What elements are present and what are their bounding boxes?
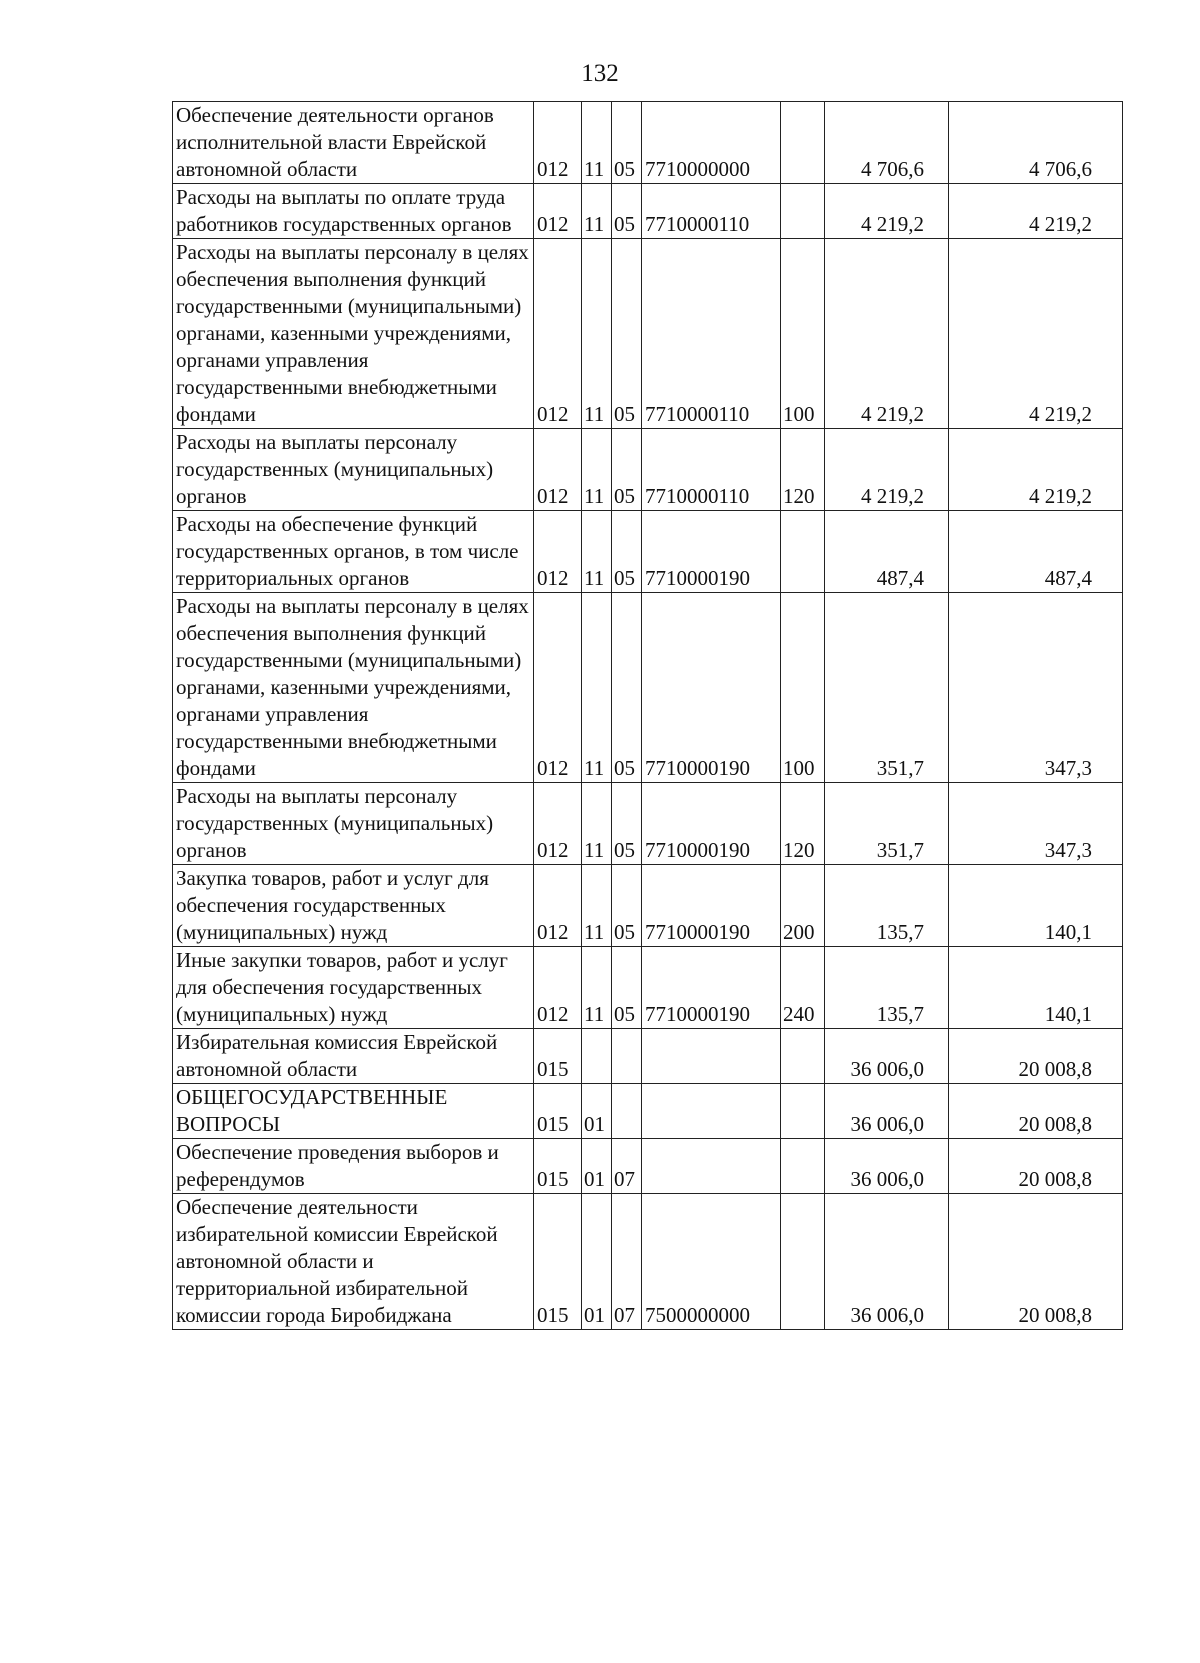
row-ministry-code: 012 xyxy=(534,102,582,184)
row-amount-1: 36 006,0 xyxy=(825,1194,949,1330)
row-subsection-code: 05 xyxy=(612,865,642,947)
row-section-code: 11 xyxy=(582,429,612,511)
row-target-code: 7710000190 xyxy=(642,865,781,947)
row-target-code: 7710000190 xyxy=(642,783,781,865)
row-ministry-code: 012 xyxy=(534,429,582,511)
row-name: Расходы на выплаты по оплате труда работников государственных органов xyxy=(173,184,534,239)
row-amount-2: 140,1 xyxy=(949,947,1123,1029)
row-name: Расходы на выплаты персоналу в целях обеспечения выполнения функций государственными (муниципальными) органами, казенными учреждениями, органами управления государственными внебюджетными фондами xyxy=(173,239,534,429)
row-expense-type-code: 200 xyxy=(781,865,825,947)
table-row xyxy=(173,511,1123,593)
row-ministry-code: 015 xyxy=(534,1029,582,1084)
row-ministry-code: 015 xyxy=(534,1194,582,1330)
table-row xyxy=(173,783,1123,865)
row-target-code: 7710000190 xyxy=(642,593,781,783)
row-name: Избирательная комиссия Еврейской автономной области xyxy=(173,1029,534,1084)
table-row xyxy=(173,1029,1123,1084)
row-subsection-code: 07 xyxy=(612,1139,642,1194)
table-row xyxy=(173,947,1123,1029)
row-expense-type-code xyxy=(781,1029,825,1084)
row-amount-1: 487,4 xyxy=(825,511,949,593)
row-expense-type-code xyxy=(781,1084,825,1139)
row-target-code xyxy=(642,1139,781,1194)
row-ministry-code: 012 xyxy=(534,865,582,947)
row-amount-2: 20 008,8 xyxy=(949,1084,1123,1139)
row-name: Обеспечение проведения выборов и референдумов xyxy=(173,1139,534,1194)
row-section-code: 11 xyxy=(582,947,612,1029)
row-amount-1: 4 219,2 xyxy=(825,184,949,239)
row-target-code xyxy=(642,1084,781,1139)
row-target-code: 7710000190 xyxy=(642,511,781,593)
table-row xyxy=(173,184,1123,239)
row-target-code: 7710000190 xyxy=(642,947,781,1029)
row-ministry-code: 015 xyxy=(534,1139,582,1194)
row-subsection-code: 05 xyxy=(612,429,642,511)
row-amount-1: 36 006,0 xyxy=(825,1139,949,1194)
row-subsection-code: 05 xyxy=(612,783,642,865)
row-amount-2: 20 008,8 xyxy=(949,1194,1123,1330)
row-name: Расходы на обеспечение функций государственных органов, в том числе территориальных органов xyxy=(173,511,534,593)
row-name: ОБЩЕГОСУДАРСТВЕННЫЕ ВОПРОСЫ xyxy=(173,1084,534,1139)
row-expense-type-code xyxy=(781,102,825,184)
row-amount-2: 347,3 xyxy=(949,783,1123,865)
row-expense-type-code: 120 xyxy=(781,429,825,511)
row-amount-2: 4 219,2 xyxy=(949,429,1123,511)
row-subsection-code xyxy=(612,1084,642,1139)
row-section-code: 01 xyxy=(582,1139,612,1194)
row-target-code: 7710000110 xyxy=(642,239,781,429)
row-target-code xyxy=(642,1029,781,1084)
row-name: Обеспечение деятельности органов исполнительной власти Еврейской автономной области xyxy=(173,102,534,184)
row-subsection-code: 05 xyxy=(612,239,642,429)
row-amount-1: 135,7 xyxy=(825,865,949,947)
row-amount-2: 4 219,2 xyxy=(949,239,1123,429)
row-section-code: 01 xyxy=(582,1084,612,1139)
row-ministry-code: 012 xyxy=(534,783,582,865)
row-name: Расходы на выплаты персоналу государственных (муниципальных) органов xyxy=(173,429,534,511)
table-row xyxy=(173,593,1123,783)
row-section-code: 11 xyxy=(582,184,612,239)
row-amount-2: 347,3 xyxy=(949,593,1123,783)
row-amount-2: 4 706,6 xyxy=(949,102,1123,184)
row-expense-type-code xyxy=(781,1139,825,1194)
row-name: Расходы на выплаты персоналу в целях обеспечения выполнения функций государственными (муниципальными) органами, казенными учреждениями, органами управления государственными внебюджетными фондами xyxy=(173,593,534,783)
table-row xyxy=(173,239,1123,429)
row-target-code: 7710000110 xyxy=(642,184,781,239)
row-expense-type-code xyxy=(781,184,825,239)
row-ministry-code: 015 xyxy=(534,1084,582,1139)
page-number: 132 xyxy=(581,60,619,87)
row-amount-1: 4 219,2 xyxy=(825,429,949,511)
table-row xyxy=(173,1139,1123,1194)
row-name: Закупка товаров, работ и услуг для обеспечения государственных (муниципальных) нужд xyxy=(173,865,534,947)
row-amount-1: 351,7 xyxy=(825,783,949,865)
row-section-code: 11 xyxy=(582,511,612,593)
row-expense-type-code: 120 xyxy=(781,783,825,865)
budget-table-body xyxy=(173,102,1123,1330)
row-section-code: 11 xyxy=(582,593,612,783)
row-amount-2: 140,1 xyxy=(949,865,1123,947)
table-row xyxy=(173,429,1123,511)
table-row xyxy=(173,865,1123,947)
row-amount-1: 36 006,0 xyxy=(825,1029,949,1084)
row-amount-1: 4 706,6 xyxy=(825,102,949,184)
row-expense-type-code: 100 xyxy=(781,239,825,429)
row-subsection-code: 05 xyxy=(612,102,642,184)
row-expense-type-code xyxy=(781,511,825,593)
row-section-code: 11 xyxy=(582,239,612,429)
row-expense-type-code: 100 xyxy=(781,593,825,783)
row-name: Обеспечение деятельности избирательной комиссии Еврейской автономной области и территориальной избирательной комиссии города Биробиджана xyxy=(173,1194,534,1330)
row-name: Иные закупки товаров, работ и услуг для обеспечения государственных (муниципальных) нужд xyxy=(173,947,534,1029)
row-ministry-code: 012 xyxy=(534,511,582,593)
row-amount-2: 4 219,2 xyxy=(949,184,1123,239)
row-name: Расходы на выплаты персоналу государственных (муниципальных) органов xyxy=(173,783,534,865)
row-subsection-code xyxy=(612,1029,642,1084)
row-amount-2: 487,4 xyxy=(949,511,1123,593)
row-expense-type-code xyxy=(781,1194,825,1330)
row-amount-1: 4 219,2 xyxy=(825,239,949,429)
row-ministry-code: 012 xyxy=(534,593,582,783)
row-amount-1: 351,7 xyxy=(825,593,949,783)
row-subsection-code: 05 xyxy=(612,184,642,239)
row-target-code: 7500000000 xyxy=(642,1194,781,1330)
row-ministry-code: 012 xyxy=(534,184,582,239)
row-amount-2: 20 008,8 xyxy=(949,1029,1123,1084)
row-ministry-code: 012 xyxy=(534,239,582,429)
row-amount-1: 36 006,0 xyxy=(825,1084,949,1139)
row-section-code: 11 xyxy=(582,102,612,184)
row-section-code: 11 xyxy=(582,865,612,947)
table-row xyxy=(173,102,1123,184)
row-subsection-code: 07 xyxy=(612,1194,642,1330)
table-row xyxy=(173,1084,1123,1139)
row-expense-type-code: 240 xyxy=(781,947,825,1029)
row-section-code: 11 xyxy=(582,783,612,865)
row-section-code xyxy=(582,1029,612,1084)
row-amount-1: 135,7 xyxy=(825,947,949,1029)
row-subsection-code: 05 xyxy=(612,511,642,593)
row-ministry-code: 012 xyxy=(534,947,582,1029)
row-subsection-code: 05 xyxy=(612,593,642,783)
row-subsection-code: 05 xyxy=(612,947,642,1029)
row-target-code: 7710000110 xyxy=(642,429,781,511)
budget-table xyxy=(172,101,1123,1330)
row-section-code: 01 xyxy=(582,1194,612,1330)
row-target-code: 7710000000 xyxy=(642,102,781,184)
row-amount-2: 20 008,8 xyxy=(949,1139,1123,1194)
table-row xyxy=(173,1194,1123,1330)
